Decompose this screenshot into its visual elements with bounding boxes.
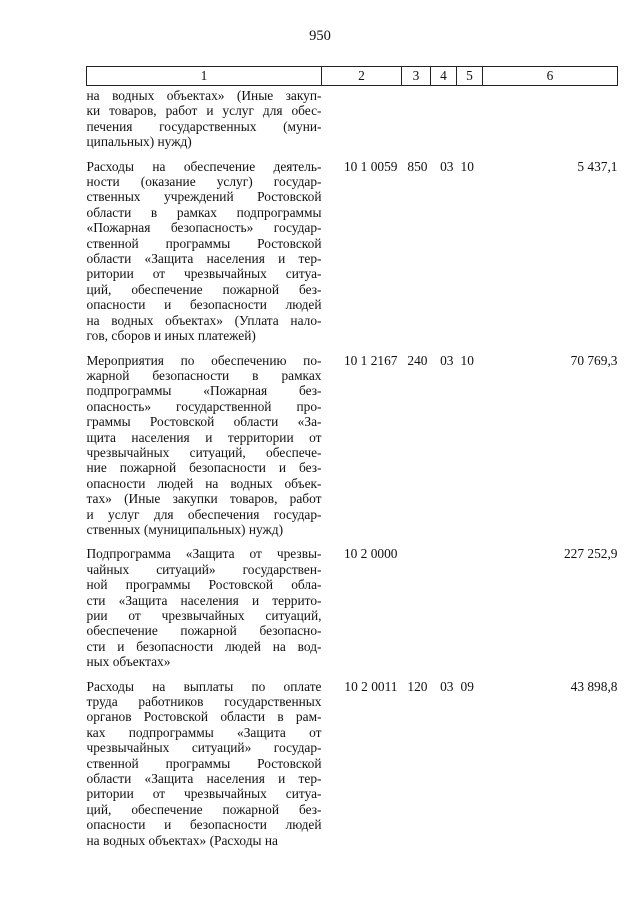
- row-section: 03: [440, 352, 454, 368]
- row-amount: 5 437,1: [577, 158, 618, 174]
- row-description: [87, 159, 322, 353]
- description-line: тах» (Иные закупки товаров, работ: [86, 491, 322, 507]
- description-line: Подпрограмма «Защита от чрезвы-: [86, 546, 322, 562]
- description-line: области «Защита населения и тер-: [86, 251, 322, 267]
- row-section: [431, 86, 457, 159]
- description-line: ности (оказание услуг) государ-: [86, 174, 322, 190]
- description-line: на водных объектах» (Уплата нало-: [86, 312, 322, 328]
- description-line: труда работников государственных: [86, 694, 322, 710]
- header-col-5: 5: [457, 67, 483, 86]
- description-line: ственной программы Ростовской: [86, 755, 322, 771]
- row-amount: 70 769,3: [570, 352, 618, 368]
- description-line: щита населения и территории от: [86, 429, 322, 445]
- description-line: ций, обеспечение пожарной без-: [86, 801, 322, 817]
- description-line: ственных учреждений Ростовской: [86, 189, 322, 205]
- budget-table: [86, 66, 618, 857]
- description-line: сти и безопасности людей на вод-: [86, 638, 322, 654]
- row-description: [87, 679, 322, 857]
- description-line: опасности и безопасности людей: [86, 297, 322, 313]
- row-code: 10 2 0000: [343, 546, 398, 562]
- row-subsection: 09: [460, 678, 474, 694]
- description-line: ки товаров, работ и услуг для обес-: [86, 103, 322, 119]
- row-description: [87, 353, 322, 547]
- page-number: 950: [309, 28, 331, 44]
- description-line: опасности людей на водных объек-: [86, 475, 322, 491]
- row-code: 10 1 2167: [343, 352, 398, 368]
- description-line: и услуг для обеспечения государ-: [86, 506, 322, 522]
- description-line: печения государственных (муни-: [86, 118, 322, 134]
- description-line: ных объектах»: [86, 654, 171, 670]
- description-line: области «Защита населения и тер-: [86, 771, 322, 787]
- table-body: [87, 86, 618, 858]
- description-line: ципальных) нужд): [86, 134, 192, 150]
- table-row: [87, 546, 618, 678]
- description-line: подпрограммы «Пожарная без-: [86, 383, 322, 399]
- header-col-2: 2: [322, 67, 402, 86]
- description-line: ций, обеспечение пожарной без-: [86, 281, 322, 297]
- description-line: ках подпрограммы «Защита от: [86, 724, 322, 740]
- description-line: Расходы на выплаты по оплате: [86, 678, 322, 694]
- header-col-4: 4: [431, 67, 457, 86]
- header-col-6: 6: [483, 67, 618, 86]
- table-row: [87, 159, 618, 353]
- row-expense-type: [402, 546, 431, 678]
- row-expense-type: 240: [407, 352, 428, 368]
- row-subsection: [457, 546, 483, 678]
- description-line: «Пожарная безопасность» государ-: [86, 220, 322, 236]
- row-section: 03: [440, 678, 454, 694]
- row-expense-type: [402, 86, 431, 159]
- row-section: 03: [440, 158, 454, 174]
- row-code: 10 1 0059: [343, 158, 398, 174]
- description-line: чрезвычайных ситуаций, обеспече-: [86, 444, 322, 460]
- row-amount: 227 252,9: [563, 546, 618, 562]
- description-line: на водных объектах» (Иные закуп-: [86, 88, 322, 103]
- table-row: [87, 679, 618, 857]
- row-section: [431, 546, 457, 678]
- row-description: [87, 546, 322, 678]
- row-code: 10 2 0011: [344, 678, 398, 694]
- row-amount: 43 898,8: [570, 678, 618, 694]
- description-line: гов, сборов и иных платежей): [86, 328, 256, 344]
- description-line: Мероприятия по обеспечению по-: [86, 352, 322, 368]
- row-subsection: 10: [460, 158, 474, 174]
- header-col-3: 3: [402, 67, 431, 86]
- description-line: опасности и безопасности людей: [86, 817, 322, 833]
- description-line: Расходы на обеспечение деятель-: [86, 158, 322, 174]
- description-line: на водных объектах» (Расходы на: [86, 832, 278, 848]
- description-line: ритории от чрезвычайных ситуа-: [86, 786, 322, 802]
- description-line: граммы Ростовской области «За-: [86, 414, 322, 430]
- row-expense-type: 120: [407, 678, 428, 694]
- row-expense-type: 850: [407, 158, 428, 174]
- description-line: опасность» государственной про-: [86, 398, 322, 414]
- description-line: рии от чрезвычайных ситуаций,: [86, 608, 322, 623]
- description-line: сти «Защита населения и террито-: [86, 592, 322, 608]
- description-line: ственной программы Ростовской: [86, 235, 322, 251]
- row-code: [322, 86, 402, 159]
- description-line: чрезвычайных ситуаций» государ-: [86, 740, 322, 756]
- description-line: ственных (муниципальных) нужд): [86, 521, 284, 537]
- table-row: [87, 86, 618, 159]
- description-line: ритории от чрезвычайных ситуа-: [86, 266, 322, 282]
- description-line: жарной безопасности в рамках: [86, 367, 322, 383]
- row-amount: [483, 86, 618, 159]
- description-line: органов Ростовской области в рам-: [86, 709, 322, 725]
- description-line: ние пожарной безопасности и без-: [86, 460, 322, 476]
- row-description: [87, 86, 322, 159]
- header-row: [87, 67, 618, 86]
- description-line: чайных ситуаций» государствен-: [86, 561, 322, 577]
- header-col-1: 1: [87, 67, 322, 86]
- description-line: обеспечение пожарной безопасно-: [86, 623, 322, 639]
- description-line: ной программы Ростовской обла-: [86, 577, 322, 593]
- row-subsection: [457, 86, 483, 159]
- row-subsection: 10: [460, 352, 474, 368]
- description-line: области в рамках подпрограммы: [86, 204, 322, 220]
- table-row: [87, 353, 618, 547]
